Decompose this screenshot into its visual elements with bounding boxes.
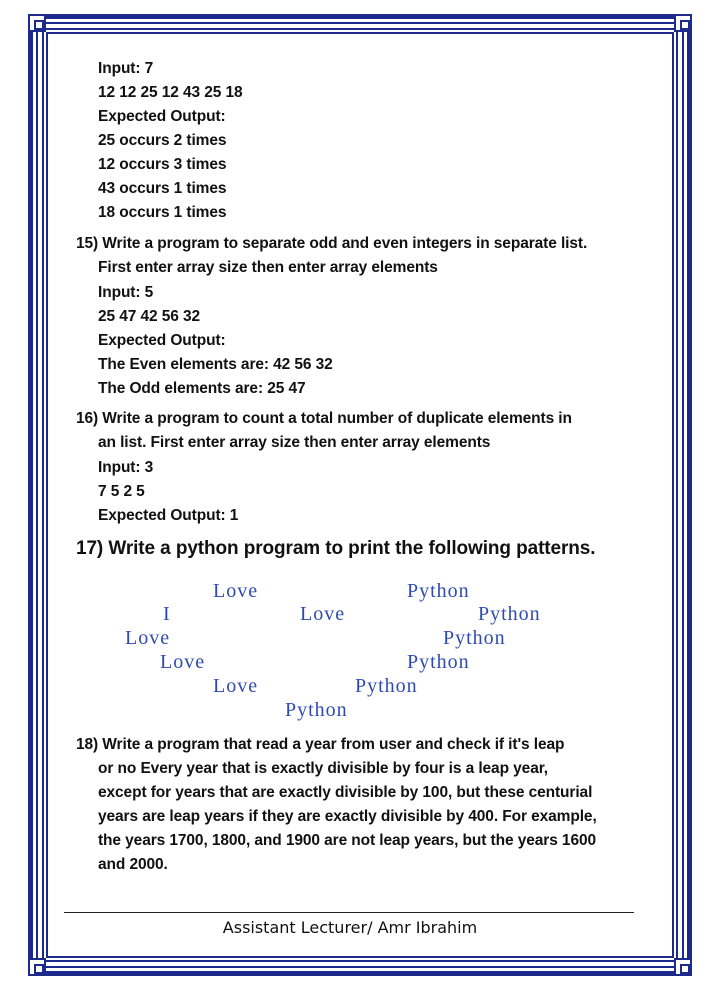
q14-values: 12 12 25 12 43 25 18 [98,84,243,101]
q14-output-line: 43 occurs 1 times [98,180,227,197]
q14-output-line: 12 occurs 3 times [98,156,227,173]
pattern-word: Python [285,699,348,721]
q16-question: 16) Write a program to count a total number of duplicate elements in [76,410,572,427]
q16-question-cont: an list. First enter array size then enter array elements [98,434,491,451]
pattern-word: Love [300,603,346,625]
footer-author: Assistant Lecturer/ Amr Ibrahim [222,918,478,937]
q18-question-cont: years are leap years if they are exactly divisible by 400. For example, [98,808,597,825]
pattern-word: Love [213,580,259,602]
pattern-word: Python [443,627,506,649]
pattern-word: Love [125,627,171,649]
q16-expected-output: Expected Output: 1 [98,507,239,524]
corner-ornament-top-left [28,14,46,32]
q17-question: 17) Write a python program to print the following patterns. [76,538,596,559]
pattern-word: Python [407,580,470,602]
corner-ornament-top-right [674,14,692,32]
q14-input: Input: 7 [98,60,154,77]
q18-question-cont: and 2000. [98,856,168,873]
q15-even-output: The Even elements are: 42 56 32 [98,356,333,373]
corner-ornament-bottom-left [28,958,46,976]
q15-question: 15) Write a program to separate odd and even integers in separate list. [76,235,588,252]
q18-question: 18) Write a program that read a year from user and check if it's leap [76,736,565,753]
pattern-word: Love [213,675,259,697]
q14-expected-label: Expected Output: [98,108,226,125]
pattern-word: Python [355,675,418,697]
pattern-word: Python [407,651,470,673]
q15-odd-output: The Odd elements are: 25 47 [98,380,306,397]
q15-values: 25 47 42 56 32 [98,308,201,325]
q15-input: Input: 5 [98,284,154,301]
q15-expected-label: Expected Output: [98,332,226,349]
pattern-word: I [163,603,171,625]
footer-divider [64,912,634,913]
q14-output-line: 25 occurs 2 times [98,132,227,149]
q18-question-cont: the years 1700, 1800, and 1900 are not leap years, but the years 1600 [98,832,597,849]
corner-ornament-bottom-right [674,958,692,976]
q18-question-cont: or no Every year that is exactly divisible by four is a leap year, [98,760,548,777]
pattern-word: Love [160,651,206,673]
q16-values: 7 5 2 5 [98,483,145,500]
q15-question-cont: First enter array size then enter array elements [98,259,438,276]
q16-input: Input: 3 [98,459,154,476]
q18-question-cont: except for years that are exactly divisible by 100, but these centurial [98,784,593,801]
q14-output-line: 18 occurs 1 times [98,204,227,221]
pattern-word: Python [478,603,541,625]
